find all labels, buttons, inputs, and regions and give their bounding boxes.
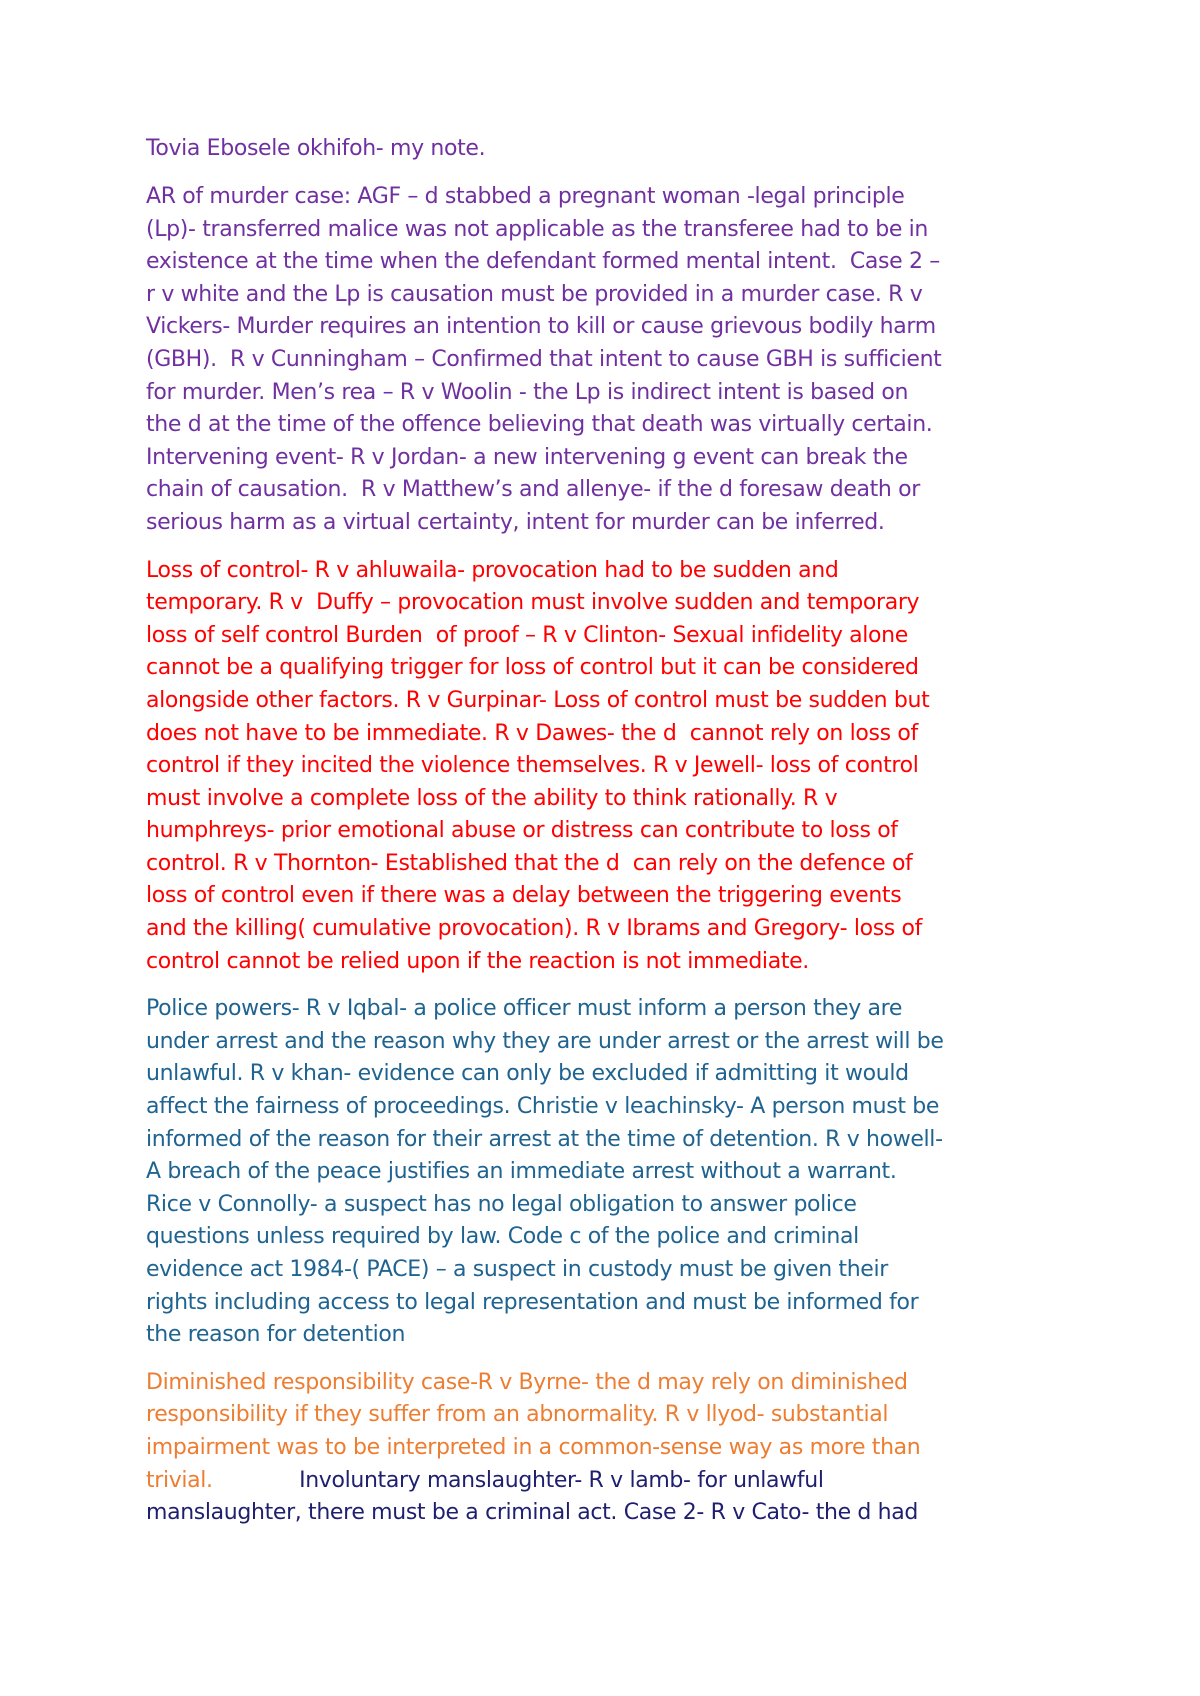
text-line — [146, 1124, 1086, 1157]
text-run: informed of the reason for their arrest at the time of detention. R v howell- — [146, 1126, 943, 1152]
text-line — [146, 913, 1086, 946]
text-run: control. R v Thornton- Established that the d can rely on the defence of — [146, 850, 913, 876]
text-run: humphreys- prior emotional abuse or distress can contribute to loss of — [146, 818, 898, 844]
text-line — [146, 1189, 1086, 1222]
text-run: the reason for detention — [146, 1322, 406, 1348]
text-line — [146, 279, 1086, 312]
text-line — [146, 507, 1086, 540]
text-run: affect the fairness of proceedings. Christie v leachinsky- A person must be — [146, 1094, 940, 1120]
text-line — [146, 718, 1086, 751]
text-line — [146, 685, 1086, 718]
text-line — [146, 993, 1086, 1026]
text-run: and the killing( cumulative provocation). R v Ibrams and Gregory- loss of — [146, 916, 923, 942]
text-run: chain of causation. R v Matthew’s and allenye- if the d foresaw death or — [146, 477, 920, 503]
text-line — [146, 848, 1086, 881]
text-run: Intervening event- R v Jordan- a new intervening g event can break the — [146, 444, 908, 470]
text-line — [146, 783, 1086, 816]
text-line — [146, 1058, 1086, 1091]
text-run: for murder. Men’s rea – R v Woolin - the Lp is indirect intent is based on — [146, 379, 909, 405]
text-line — [146, 1319, 1086, 1352]
text-line — [146, 750, 1086, 783]
loss-of-control-paragraph — [146, 555, 1086, 979]
text-run: manslaughter, there must be a criminal act. Case 2- R v Cato- the d had — [146, 1500, 919, 1526]
text-run: under arrest and the reason why they are under arrest or the arrest will be — [146, 1028, 944, 1054]
document-page — [146, 132, 1086, 1545]
text-run: serious harm as a virtual certainty, intent for murder can be inferred. — [146, 509, 885, 535]
text-line — [146, 1432, 1086, 1465]
text-run: evidence act 1984-( PACE) – a suspect in custody must be given their — [146, 1257, 888, 1282]
text-run: the d at the time of the offence believing that death was virtually certain. — [146, 412, 933, 438]
text-line — [146, 474, 1086, 507]
text-line — [146, 587, 1086, 620]
text-run: impairment was to be interpreted in a common-sense way as more than — [146, 1434, 921, 1460]
text-line — [146, 246, 1086, 279]
text-line — [146, 620, 1086, 653]
text-run: (Lp)- transferred malice was not applicable as the transferee had to be in — [146, 216, 929, 242]
text-run: r v white and the Lp is causation must be provided in a murder case. R v — [146, 281, 923, 307]
text-line — [146, 1254, 1086, 1287]
text-run: alongside other factors. R v Gurpinar- Loss of control must be sudden but — [146, 687, 930, 713]
text-run: Rice v Connolly- a suspect has no legal obligation to answer police — [146, 1191, 857, 1217]
murder-paragraph — [146, 181, 1086, 540]
text-line — [146, 555, 1086, 588]
document-title: Tovia Ebosele okhifoh- my note. — [146, 136, 486, 161]
text-line — [146, 815, 1086, 848]
text-run: loss of self control Burden of proof – R v Clinton- Sexual infidelity alone — [146, 622, 908, 648]
text-line — [146, 377, 1086, 410]
text-run: control cannot be relied upon if the reaction is not immediate. — [146, 948, 809, 974]
text-run: control if they incited the violence themselves. R v Jewell- loss of control — [146, 753, 919, 779]
text-line — [146, 1497, 1086, 1530]
text-line — [146, 1367, 1086, 1400]
text-run: Involuntary manslaughter- R v lamb- for unlawful — [299, 1467, 824, 1493]
text-line — [146, 1287, 1086, 1320]
text-line — [146, 1399, 1086, 1432]
text-run: temporary. R v Duffy – provocation must involve sudden and temporary — [146, 590, 920, 616]
text-run: trivial. — [146, 1467, 300, 1493]
police-powers-paragraph — [146, 993, 1086, 1352]
text-run: unlawful. R v khan- evidence can only be excluded if admitting it would — [146, 1061, 909, 1087]
text-line — [146, 880, 1086, 913]
text-line — [146, 1156, 1086, 1189]
text-run: rights including access to legal representation and must be informed for — [146, 1289, 919, 1315]
text-line — [146, 1091, 1086, 1124]
text-line — [146, 214, 1086, 247]
text-run: loss of control even if there was a delay between the triggering events — [146, 883, 902, 909]
text-run: Police powers- R v Iqbal- a police officer must inform a person they are — [146, 996, 903, 1022]
text-line — [146, 442, 1086, 475]
text-run: questions unless required by law. Code c of the police and criminal — [146, 1224, 859, 1250]
text-line — [146, 409, 1086, 442]
text-run: Vickers- Murder requires an intention to kill or cause grievous bodily harm — [146, 314, 936, 340]
text-run: (GBH). R v Cunningham – Confirmed that intent to cause GBH is sufficient — [146, 346, 942, 372]
text-line — [146, 946, 1086, 979]
text-run: responsibility if they suffer from an abnormality. R v llyod- substantial — [146, 1402, 889, 1428]
text-line — [146, 181, 1086, 214]
text-line — [146, 1221, 1086, 1254]
text-run: cannot be a qualifying trigger for loss of control but it can be considered — [146, 655, 919, 681]
text-run: must involve a complete loss of the ability to think rationally. R v — [146, 785, 838, 811]
text-line — [146, 344, 1086, 377]
text-line — [146, 1465, 1086, 1498]
text-line — [146, 1026, 1086, 1059]
text-line — [146, 652, 1086, 685]
text-run: does not have to be immediate. R v Dawes- the d cannot rely on loss of — [146, 720, 918, 746]
text-line — [146, 311, 1086, 344]
text-run: AR of murder case: AGF – d stabbed a pregnant woman -legal principle — [146, 184, 905, 209]
text-run: existence at the time when the defendant formed mental intent. Case 2 – — [146, 249, 940, 275]
text-run: Loss of control- R v ahluwaila- provocation had to be sudden and — [146, 557, 839, 583]
text-run: A breach of the peace justifies an immediate arrest without a warrant. — [146, 1159, 897, 1185]
diminished-responsibility-paragraph — [146, 1367, 1086, 1530]
text-run: Diminished responsibility case-R v Byrne- the d may rely on diminished — [146, 1369, 908, 1395]
